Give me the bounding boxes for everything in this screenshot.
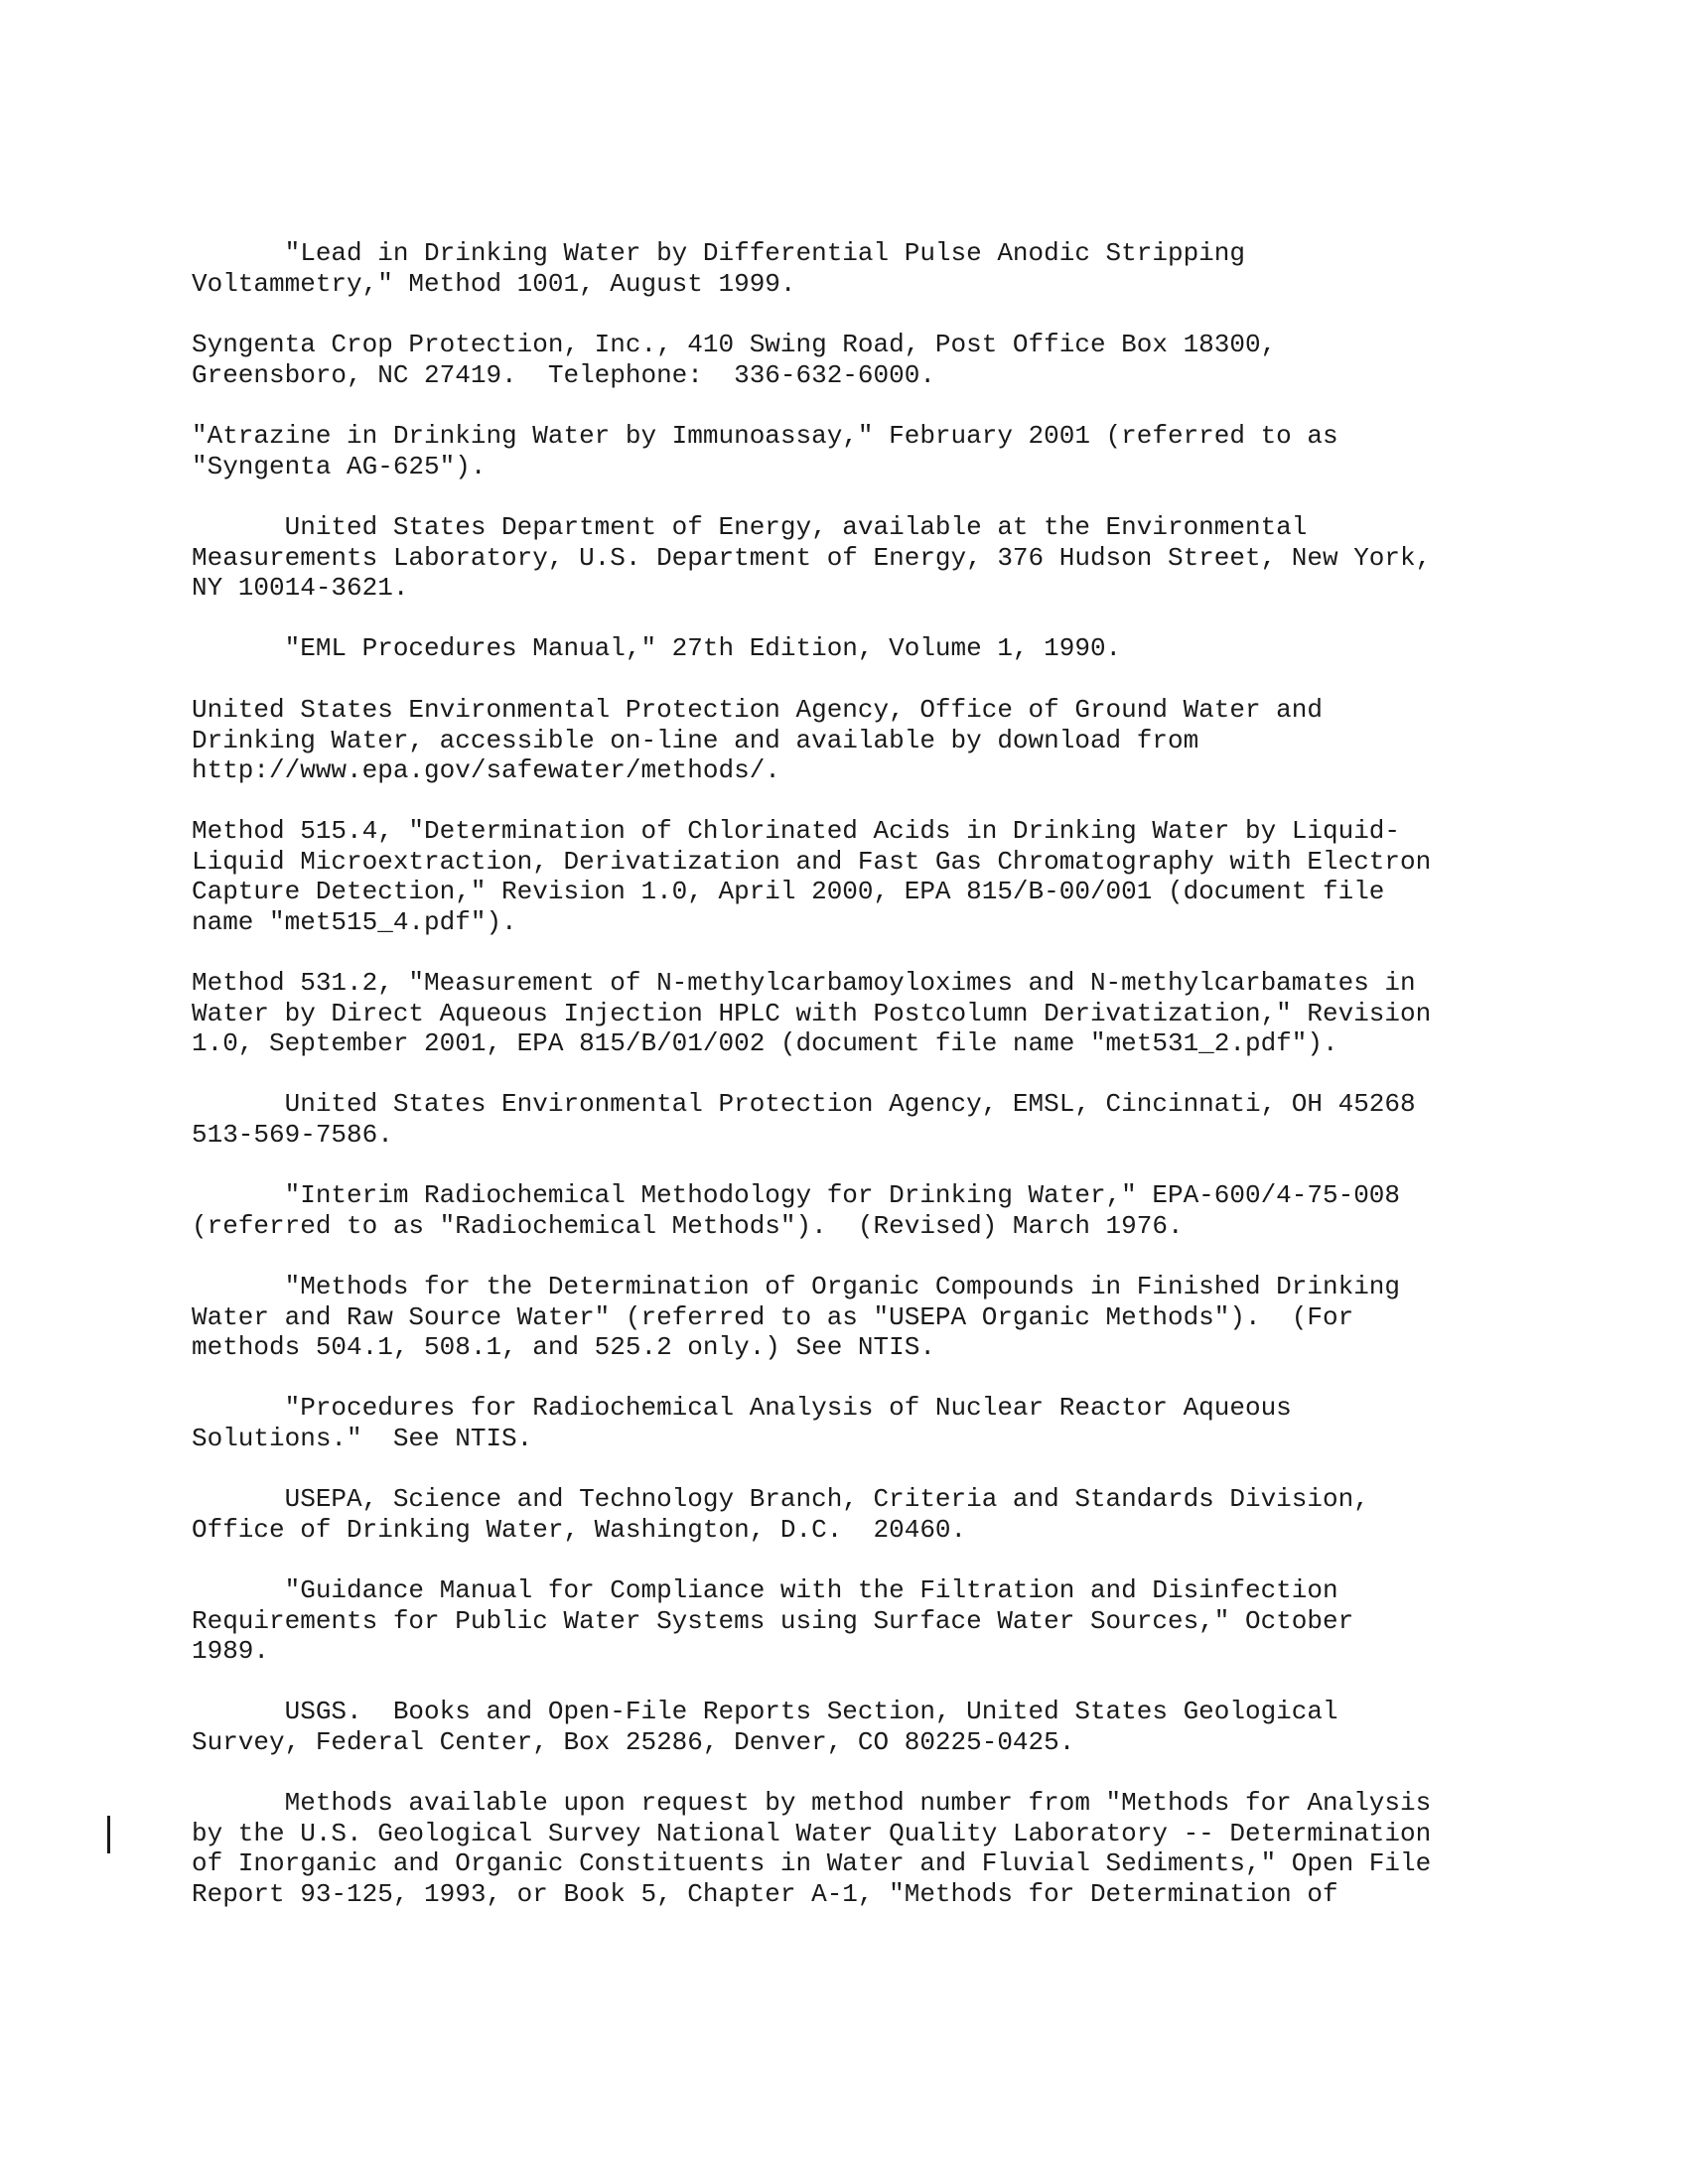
reference-paragraph: USEPA, Science and Technology Branch, Criteria and Standards Division, Office of Drinking Water, Washington, D.C. 20460. bbox=[192, 1484, 1369, 1545]
reference-paragraph: "Procedures for Radiochemical Analysis of Nuclear Reactor Aqueous Solutions." See NTIS. bbox=[192, 1393, 1292, 1453]
reference-paragraph: USGS. Books and Open-File Reports Section, United States Geological Survey, Federal Center, Box 25286, Denver, CO 80225-0425. bbox=[192, 1697, 1338, 1757]
margin-change-bar bbox=[107, 1816, 110, 1853]
reference-paragraph: "Interim Radiochemical Methodology for Drinking Water," EPA-600/4-75-008 (referred to as "Radiochemical Methods"). (Revised) March 1976. bbox=[192, 1180, 1400, 1241]
reference-paragraph: United States Environmental Protection Agency, Office of Ground Water and Drinking Water, accessible on-line and available by download from http://www.epa.gov/safewater/methods/. bbox=[192, 695, 1323, 785]
reference-paragraph: Method 515.4, "Determination of Chlorinated Acids in Drinking Water by Liquid- Liquid Microextraction, Derivatization and Fast Gas Chromatography with Electron Capture Detection," Revision 1.0, April 2000, EPA 815/B-00/001 (document file name "met515_4.pdf"). bbox=[192, 816, 1432, 937]
reference-paragraph: Syngenta Crop Protection, Inc., 410 Swing Road, Post Office Box 18300, Greensboro, NC 27419. Telephone: 336-632-6000. bbox=[192, 330, 1277, 390]
reference-paragraph: "EML Procedures Manual," 27th Edition, Volume 1, 1990. bbox=[192, 633, 1122, 663]
reference-paragraph: United States Department of Energy, available at the Environmental Measurements Laboratory, U.S. Department of Energy, 376 Hudson Street, New York, NY 10014-3621. bbox=[192, 512, 1432, 603]
reference-paragraph: Methods available upon request by method number from "Methods for Analysis by the U.S. Geological Survey National Water Quality Laboratory -- Determination of Inorganic and Organic Constituents in Water and Fluvial Sediments," Open File Report 93-125, 1993, or Book 5, Chapter A-1, "Methods for Determination of bbox=[192, 1788, 1432, 1909]
reference-paragraph: "Lead in Drinking Water by Differential Pulse Anodic Stripping Voltammetry," Method 1001, August 1999. bbox=[192, 238, 1245, 299]
reference-paragraph: "Atrazine in Drinking Water by Immunoassay," February 2001 (referred to as "Syngenta AG-625"). bbox=[192, 421, 1338, 481]
reference-paragraph: United States Environmental Protection Agency, EMSL, Cincinnati, OH 45268 513-569-7586. bbox=[192, 1089, 1416, 1150]
reference-paragraph: "Methods for the Determination of Organic Compounds in Finished Drinking Water and Raw Source Water" (referred to as "USEPA Organic Methods"). (For methods 504.1, 508.1, and 525.2 only.) See NTIS. bbox=[192, 1272, 1400, 1362]
reference-paragraph: "Guidance Manual for Compliance with the Filtration and Disinfection Requirements for Public Water Systems using Surface Water Sources," October 1989. bbox=[192, 1575, 1354, 1666]
reference-paragraph: Method 531.2, "Measurement of N-methylcarbamoyloximes and N-methylcarbamates in Water by Direct Aqueous Injection HPLC with Postcolumn Derivatization," Revision 1.0, September 2001, EPA 815/B/01/002 (document file name "met531_2.pdf"). bbox=[192, 968, 1432, 1058]
